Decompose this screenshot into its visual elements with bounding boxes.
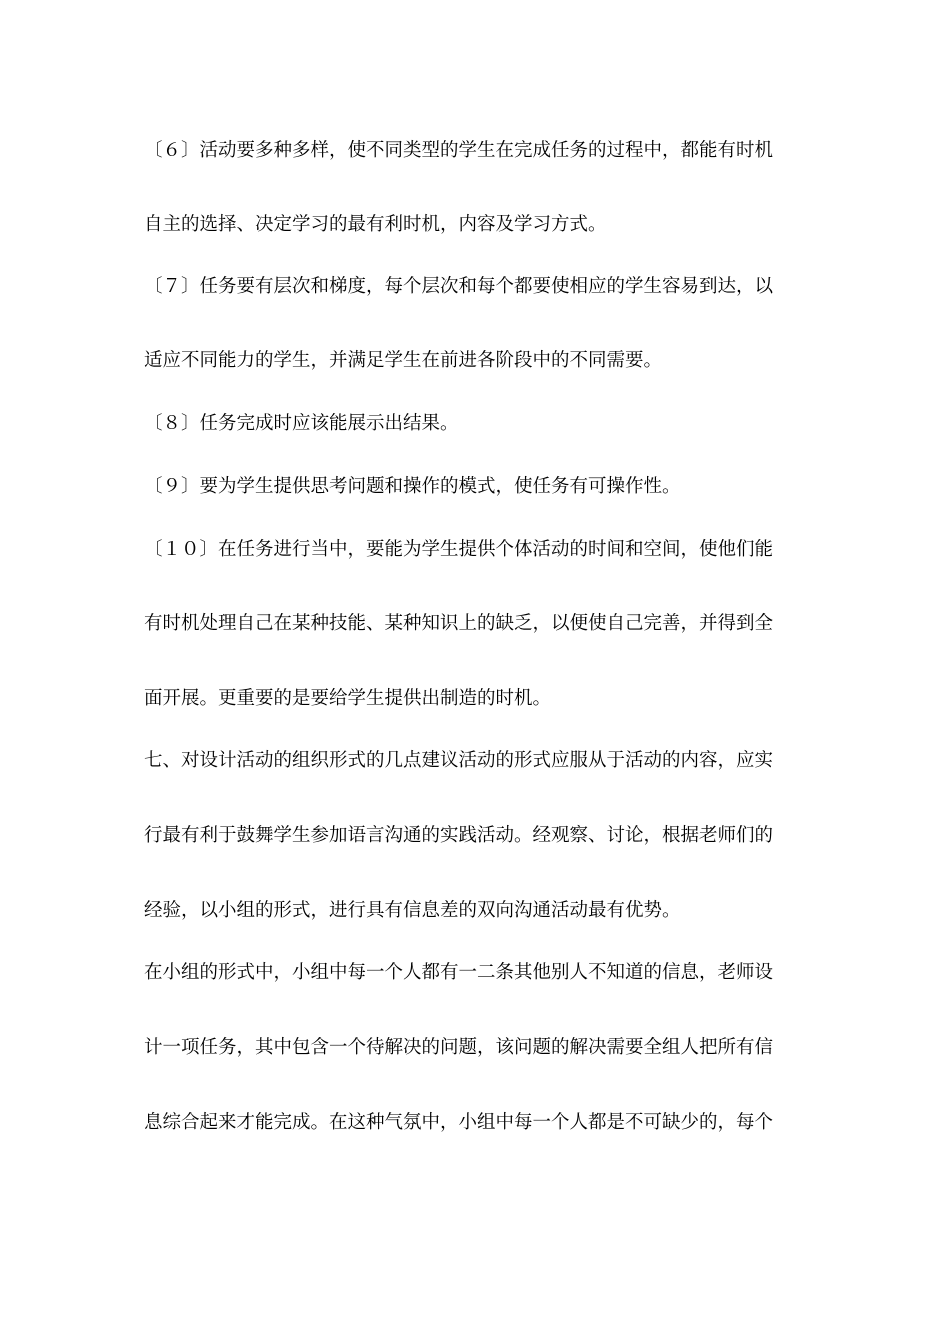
text-line: 经验，以小组的形式，进行具有信息差的双向沟通活动最有优势。 [144, 900, 681, 921]
text-line: 自主的选择、决定学习的最有利时机，内容及学习方式。 [144, 214, 607, 235]
text-line: 息综合起来才能完成。在这种气氛中，小组中每一个人都是不可缺少的，每个 [144, 1112, 774, 1133]
text-line: 适应不同能力的学生，并满足学生在前进各阶段中的不同需要。 [144, 350, 663, 371]
text-line: 〔１０〕在任务进行当中，要能为学生提供个体活动的时间和空间，使他们能 [144, 539, 774, 560]
text-line: 面开展。更重要的是要给学生提供出制造的时机。 [144, 688, 552, 709]
text-line: 〔６〕活动要多种多样，使不同类型的学生在完成任务的过程中，都能有时机 [144, 140, 774, 161]
text-line: 〔８〕任务完成时应该能展示出结果。 [144, 413, 459, 434]
text-line: 〔７〕任务要有层次和梯度，每个层次和每个都要使相应的学生容易到达，以 [144, 276, 774, 297]
text-line: 七、对设计活动的组织形式的几点建议活动的形式应服从于活动的内容，应实 [144, 750, 774, 771]
text-line: 行最有利于鼓舞学生参加语言沟通的实践活动。经观察、讨论，根据老师们的 [144, 825, 774, 846]
text-line: 〔９〕要为学生提供思考问题和操作的模式，使任务有可操作性。 [144, 476, 681, 497]
text-line: 在小组的形式中，小组中每一个人都有一二条其他别人不知道的信息，老师设 [144, 962, 774, 983]
text-line: 计一项任务，其中包含一个待解决的问题，该问题的解决需要全组人把所有信 [144, 1037, 774, 1058]
text-line: 有时机处理自己在某种技能、某种知识上的缺乏，以便使自己完善，并得到全 [144, 613, 774, 634]
